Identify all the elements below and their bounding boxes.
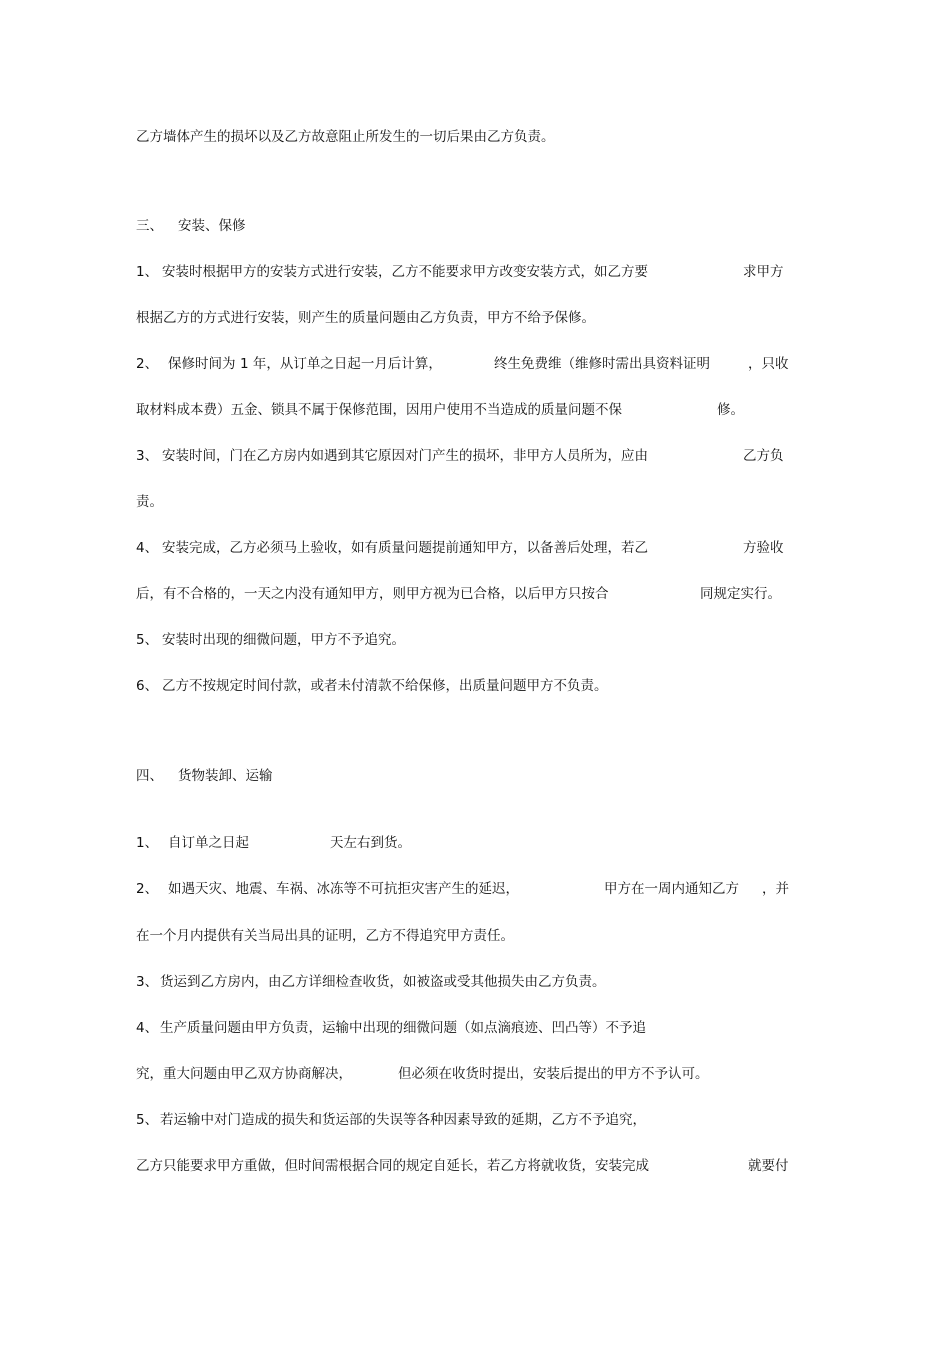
text: 求甲方	[743, 264, 784, 280]
text: 1 年，从订单之日起一月后计算，	[240, 356, 442, 372]
text: 甲方在一周内通知乙方	[604, 881, 739, 897]
clause-number: 5、	[136, 1112, 159, 1128]
section-title: 货物装卸、运输	[178, 768, 273, 784]
text: 修。	[717, 402, 744, 418]
clause-3-3-cont	[0, 491, 950, 513]
clause-number: 6、	[136, 678, 159, 694]
clause-3-2-cont	[0, 399, 950, 421]
text: 若运输中对门造成的损失和货运部的失误等各种因素导致的延期，乙方不予追究，	[160, 1112, 646, 1128]
clause-number: 2、	[136, 881, 159, 897]
clause-number: 4、	[136, 540, 159, 556]
clause-4-2	[0, 878, 950, 900]
clause-4-4-cont	[0, 1063, 950, 1085]
text: 保修时间为	[168, 356, 236, 372]
clause-3-4-cont	[0, 583, 950, 605]
text: 取材料成本费）五金、锁具不属于保修范围，因用户使用不当造成的质量问题不保	[136, 402, 622, 418]
clause-3-5	[0, 629, 950, 651]
clause-4-5	[0, 1109, 950, 1131]
text: 生产质量问题由甲方负责，运输中出现的细微问题（如点滴痕迹、凹凸等）不予追	[160, 1020, 646, 1036]
text: 但必须在收货时提出，安装后提出的甲方不予认可。	[398, 1066, 709, 1082]
text: 方验收	[743, 540, 784, 556]
clause-number: 3、	[136, 974, 159, 990]
text: 在一个月内提供有关当局出具的证明，乙方不得追究甲方责任。	[136, 928, 514, 944]
clause-number: 3、	[136, 448, 159, 464]
clause-3-4	[0, 537, 950, 559]
clause-4-2-cont	[0, 925, 950, 947]
clause-4-3	[0, 971, 950, 993]
text: 安装完成，乙方必须马上验收，如有质量问题提前通知甲方，以备善后处理，若乙	[162, 540, 648, 556]
clause-4-1	[0, 832, 950, 854]
clause-3-1-cont	[0, 307, 950, 329]
text: 乙方墙体产生的损坏以及乙方故意阻止所发生的一切后果由乙方负责。	[136, 129, 555, 145]
text: 货运到乙方房内，由乙方详细检查收货，如被盗或受其他损失由乙方负责。	[160, 974, 606, 990]
text: 自订单之日起	[168, 835, 249, 851]
clause-3-6	[0, 675, 950, 697]
section-heading-three	[0, 215, 950, 237]
text: 安装时根据甲方的安装方式进行安装，乙方不能要求甲方改变安装方式，如乙方要	[162, 264, 648, 280]
clause-number: 5、	[136, 632, 159, 648]
text: ，只收	[748, 356, 789, 372]
text: 责。	[136, 494, 163, 510]
text: 乙方负	[743, 448, 784, 464]
text: 安装时间，门在乙方房内如遇到其它原因对门产生的损坏，非甲方人员所为，应由	[162, 448, 648, 464]
clause-number: 2、	[136, 356, 159, 372]
clause-number: 1、	[136, 264, 159, 280]
text: 究，重大问题由甲乙双方协商解决，	[136, 1066, 352, 1082]
clause-3-2	[0, 353, 950, 375]
text: 后，有不合格的，一天之内没有通知甲方，则甲方视为已合格，以后甲方只按合	[136, 586, 609, 602]
text: 乙方不按规定时间付款，或者未付清款不给保修，出质量问题甲方不负责。	[162, 678, 608, 694]
section-number: 三、	[136, 218, 163, 234]
clause-4-4	[0, 1017, 950, 1039]
line-1	[0, 126, 950, 148]
section-heading-four	[0, 765, 950, 787]
section-title: 安装、保修	[178, 218, 246, 234]
clause-4-5-cont	[0, 1155, 950, 1177]
text: 乙方只能要求甲方重做，但时间需根据合同的规定自延长，若乙方将就收货，安装完成	[136, 1158, 649, 1174]
section-number: 四、	[136, 768, 163, 784]
text: 如遇天灾、地震、车祸、冰冻等不可抗拒灾害产生的延迟，	[168, 881, 519, 897]
text: 终生免费维（维修时需出具资料证明	[494, 356, 710, 372]
clause-number: 1、	[136, 835, 159, 851]
text: 安装时出现的细微问题，甲方不予追究。	[162, 632, 405, 648]
clause-number: 4、	[136, 1020, 159, 1036]
clause-3-3	[0, 445, 950, 467]
text: 同规定实行。	[700, 586, 781, 602]
text: ，并	[762, 881, 789, 897]
clause-3-1	[0, 261, 950, 283]
text: 就要付	[748, 1158, 789, 1174]
text: 天左右到货。	[330, 835, 411, 851]
text: 根据乙方的方式进行安装，则产生的质量问题由乙方负责，甲方不给予保修。	[136, 310, 595, 326]
